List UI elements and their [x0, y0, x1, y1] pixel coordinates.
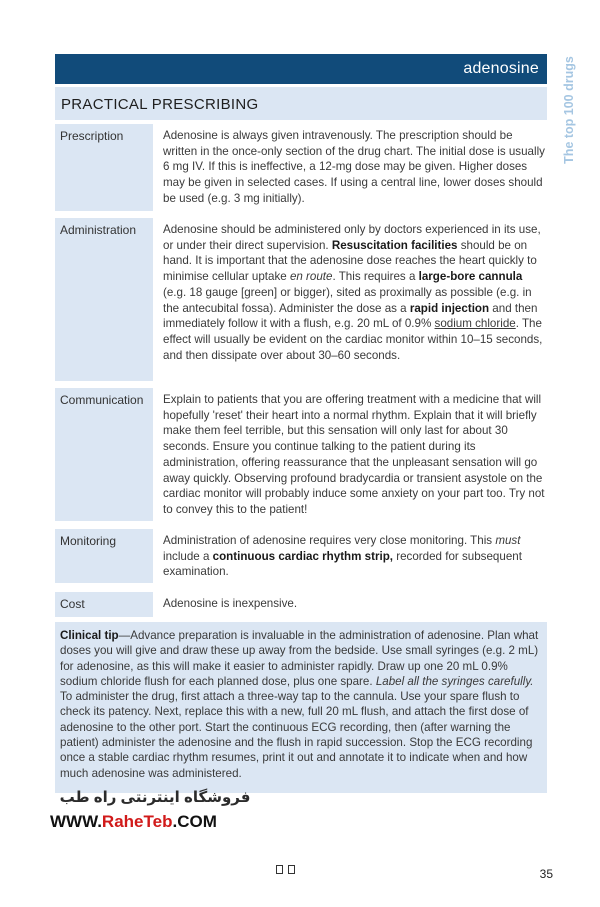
row-content: [163, 128, 547, 207]
text-segment: Explain to patients that you are offering treatment with a medicine that will hopefully 'reset' their heart into a normal rhythm. Explain that it will briefly make them feel terrible, but this sensation will only last for about 30 seconds. Ensure you continue talking to the patient during its administration, offering reassurance that the unpleasant sensation will go away quickly. Observing profound bradycardia or transient asystole on the cardiac monitor will probably induce some anxiety on your part too. Try not to convey this to the patient!: [163, 393, 545, 516]
drug-name: adenosine: [463, 60, 539, 77]
text-segment: include a: [163, 549, 213, 563]
watermark-url-suffix: .COM: [172, 812, 217, 831]
text-segment: Adenosine is inexpensive.: [163, 597, 298, 610]
watermark-url-prefix: WWW.: [50, 812, 102, 831]
text-segment: —Advance preparation is invaluable in the administration of adenosine. Plan what doses you will give and draw these up away from the bedside. Use small syringes (e.g. 2 mL) for adenosine, as this will make it easier to administer rapidly. Draw up one 20 mL 0.9% sodium chloride flush for each planned dose, plus one spare.: [60, 629, 539, 688]
text-segment: en route: [289, 270, 333, 284]
page-number: 35: [539, 867, 553, 881]
square-icon: [276, 865, 283, 874]
text-segment: Adenosine is always given intravenously. The prescription should be written in the once-only section of the drug chart. The initial dose is usually 6 mg IV. If this is ineffective, a 12-mg dose may be given. Higher doses may be given in selected cases. If using a central line, lower doses should be used (e.g. 3 mg initially).: [163, 129, 545, 205]
monitoring-row: [55, 529, 547, 583]
text-segment: . The effect will usually be evident on the cardiac monitor within 10–15 seconds, and then dissipate over about 30–60 seconds.: [163, 317, 543, 362]
text-segment: and then immediately follow it with a flush, e.g. 20 mL of 0.9%: [163, 301, 538, 331]
square-icon: [288, 865, 295, 874]
row-label: Monitoring: [60, 534, 117, 548]
section-title-bar: [55, 87, 547, 120]
row-content: [163, 596, 547, 612]
row-label-cell: [55, 388, 153, 521]
side-tab-label: The top 100 drugs: [562, 55, 576, 164]
drug-name-header: [55, 54, 547, 84]
text-segment: To administer the drug, first attach a three-way tap to the cannula. Use your spare flush to check its patency. Next, replace this with a new, full 20 mL flush, and attach the first dose of adenosine to the other port. Start the continuous ECG recording, then (after warning the patient) administer the adenosine and the flush in rapid succession. Stop the ECG recording once a stable cardiac rhythm resumes, print it out and annotate it to indicate when and how much adenosine was administered.: [60, 690, 533, 780]
row-content: [163, 392, 547, 518]
row-label-cell: [55, 592, 153, 617]
text-segment: rapid injection: [409, 301, 490, 315]
prescription-row: [55, 124, 547, 211]
watermark-url: [50, 812, 217, 832]
row-content: [163, 533, 547, 580]
text-segment: Administration of adenosine requires very close monitoring. This: [163, 534, 496, 547]
text-segment: continuous cardiac rhythm strip,: [212, 549, 394, 563]
text-segment: (e.g. 18 gauge [green] or bigger), sited as proximally as possible (e.g. in the antecubital fossa). Administer the dose as a: [163, 285, 532, 315]
administration-row: [55, 218, 547, 381]
text-segment: large-bore cannula: [418, 270, 523, 284]
row-label: Administration: [60, 223, 137, 237]
text-segment: must: [495, 534, 521, 547]
text-segment: Resuscitation facilities: [331, 238, 458, 252]
row-label-cell: [55, 124, 153, 211]
watermark-logo: [50, 788, 260, 838]
text-segment: Label all the syringes carefully.: [375, 674, 534, 688]
row-label: Prescription: [60, 129, 124, 143]
text-segment: recorded for subsequent examination.: [163, 549, 522, 579]
row-label-cell: [55, 218, 153, 381]
text-segment: should be on hand. It is important that the adenosine dose reaches the heart quickly to minimise cellular uptake: [163, 238, 537, 284]
clinical-tip-text: [60, 628, 541, 781]
clinical-tip-box: [55, 622, 547, 793]
row-content: [163, 222, 547, 363]
text-segment: . This requires a: [332, 270, 419, 284]
watermark-persian-text: فروشگاه اینترنتی راه طب: [59, 789, 251, 806]
side-tab: [552, 42, 586, 177]
footer-square-icons: [276, 865, 306, 877]
text-segment: Clinical tip: [60, 629, 119, 642]
row-label: Cost: [60, 597, 85, 611]
section-title: PRACTICAL PRESCRIBING: [61, 96, 259, 113]
cost-row: [55, 592, 547, 617]
row-label-cell: [55, 529, 153, 583]
text-segment: Adenosine should be administered only by doctors experienced in its use, or under their direct supervision.: [163, 223, 541, 252]
watermark-url-brand: RaheTeb: [101, 812, 173, 831]
communication-row: [55, 388, 547, 521]
row-label: Communication: [60, 393, 144, 407]
text-segment: sodium chloride: [434, 317, 516, 331]
